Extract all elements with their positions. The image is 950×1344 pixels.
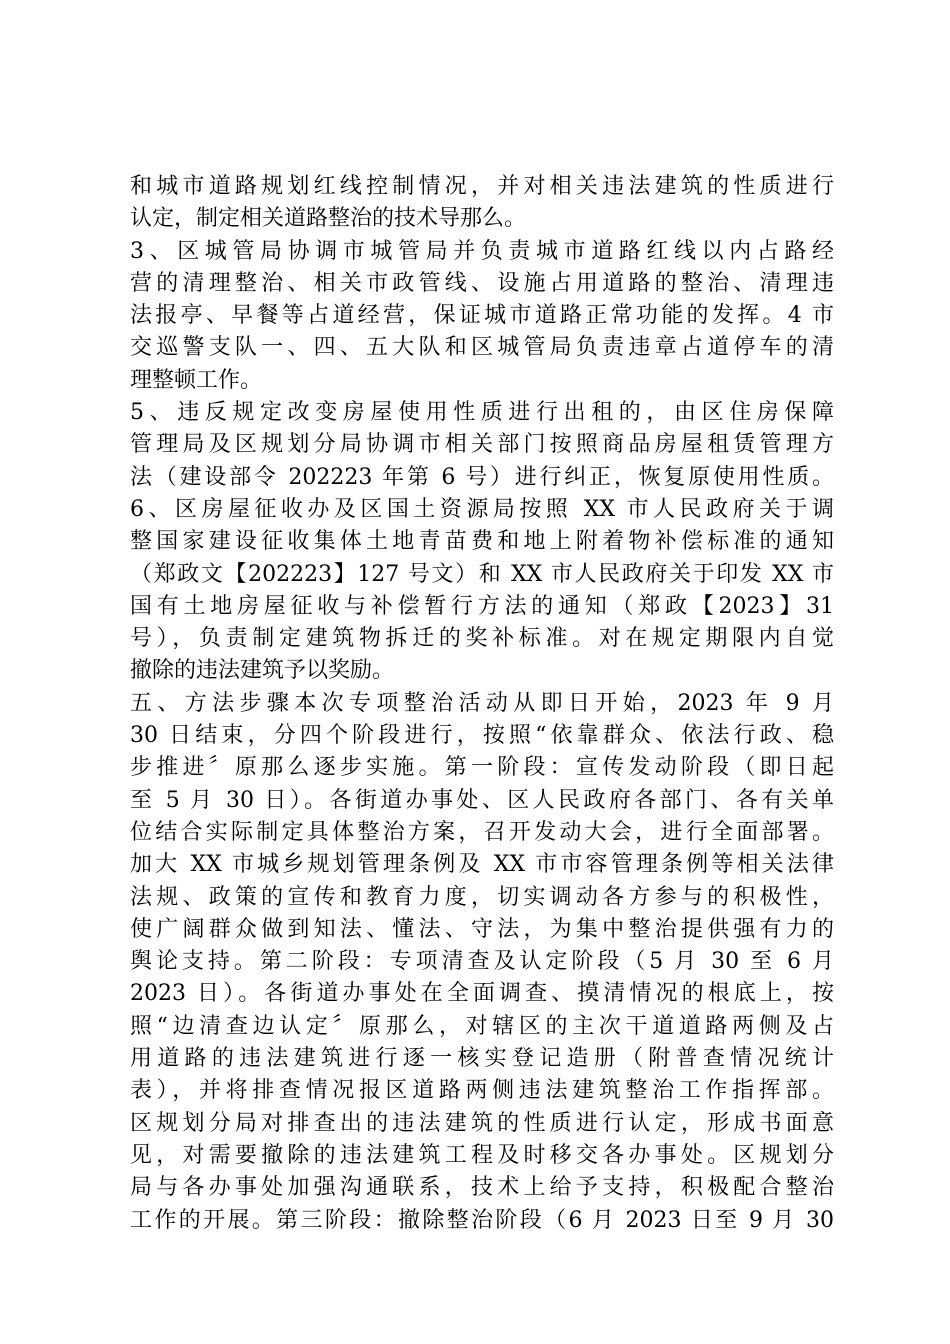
text-line: 局与各办事处加强沟通联系，技术上给予支持，积极配合整治: [130, 1175, 834, 1201]
text-line: 6、区房屋征收办及区国土资源局按照 XX 市人民政府关于调: [130, 496, 834, 522]
text-line: 和城市道路规划红线控制情况，并对相关违法建筑的性质进行: [130, 174, 834, 199]
text-line: 理整顿工作。: [130, 367, 263, 393]
text-line: 交巡警支队一、四、五大队和区城管局负责违章占道停车的清: [130, 335, 834, 361]
text-line: 法报亭、早餐等占道经营，保证城市道路正常功能的发挥。4 市: [130, 303, 834, 329]
text-line: 见，对需要撤除的违法建筑工程及时移交各办事处。区规划分: [130, 1142, 834, 1168]
text-line: 国有土地房屋征收与补偿暂行方法的通知（郑政【2023】31: [130, 593, 834, 619]
text-line: 管理局及区规划分局协调市相关部门按照商品房屋租赁管理方: [130, 432, 834, 458]
text-line: 法规、政策的宣传和教育力度，切实调动各方参与的积极性，: [130, 884, 834, 910]
text-line: 5、违反规定改变房屋使用性质进行出租的，由区住房保障: [130, 400, 834, 426]
text-line: （郑政文【202223】127 号文）和 XX 市人民政府关于印发 XX 市: [130, 561, 834, 587]
text-line: 照“边清查边认定〞原那么，对辖区的主次干道道路两侧及占: [130, 1013, 834, 1039]
text-line: 加大 XX 市城乡规划管理条例及 XX 市市容管理条例等相关法律: [130, 852, 834, 878]
text-line: 步推进〞原那么逐步实施。第一阶段：宣传发动阶段（即日起: [130, 755, 834, 781]
text-line: 认定，制定相关道路整治的技术导那么。: [130, 206, 527, 232]
text-line: 3、区城管局协调市城管局并负责城市道路红线以内占路经: [130, 238, 834, 264]
text-line: 30 日结束，分四个阶段进行，按照“依靠群众、依法行政、稳: [130, 723, 834, 749]
text-line: 整国家建设征收集体土地青苗费和地上附着物补偿标准的通知: [130, 529, 834, 555]
text-line: 使广阔群众做到知法、懂法、守法，为集中整治提供强有力的: [130, 916, 834, 942]
text-line: 位结合实际制定具体整治方案，召开发动大会，进行全面部署。: [130, 819, 834, 845]
text-line: 撤除的违法建筑予以奖励。: [130, 658, 395, 684]
text-line: 工作的开展。第三阶段：撤除整治阶段（6 月 2023 日至 9 月 30: [130, 1207, 834, 1233]
text-line: 营的清理整治、相关市政管线、设施占用道路的整治、清理违: [130, 270, 834, 296]
text-line: 号），负责制定建筑物拆迁的奖补标准。对在规定期限内自觉: [130, 626, 834, 652]
text-line: 2023 日）。各街道办事处在全面调查、摸清情况的根底上，按: [130, 981, 834, 1007]
text-line: 表），并将排查情况报区道路两侧违法建筑整治工作指挥部。: [130, 1078, 834, 1104]
text-line: 区规划分局对排查出的违法建筑的性质进行认定，形成书面意: [130, 1110, 834, 1136]
text-line: 五、方法步骤本次专项整治活动从即日开始，2023 年 9 月: [130, 690, 834, 716]
text-line: 用道路的违法建筑进行逐一核实登记造册（附普查情况统计: [130, 1046, 834, 1072]
text-line: 舆论支持。第二阶段：专项清查及认定阶段（5 月 30 至 6 月: [130, 949, 834, 975]
text-line: 至 5 月 30 日）。各街道办事处、区人民政府各部门、各有关单: [130, 787, 834, 813]
text-line: 法（建设部令 202223 年第 6 号）进行纠正，恢复原使用性质。: [130, 464, 834, 490]
document-body: [130, 171, 834, 1237]
